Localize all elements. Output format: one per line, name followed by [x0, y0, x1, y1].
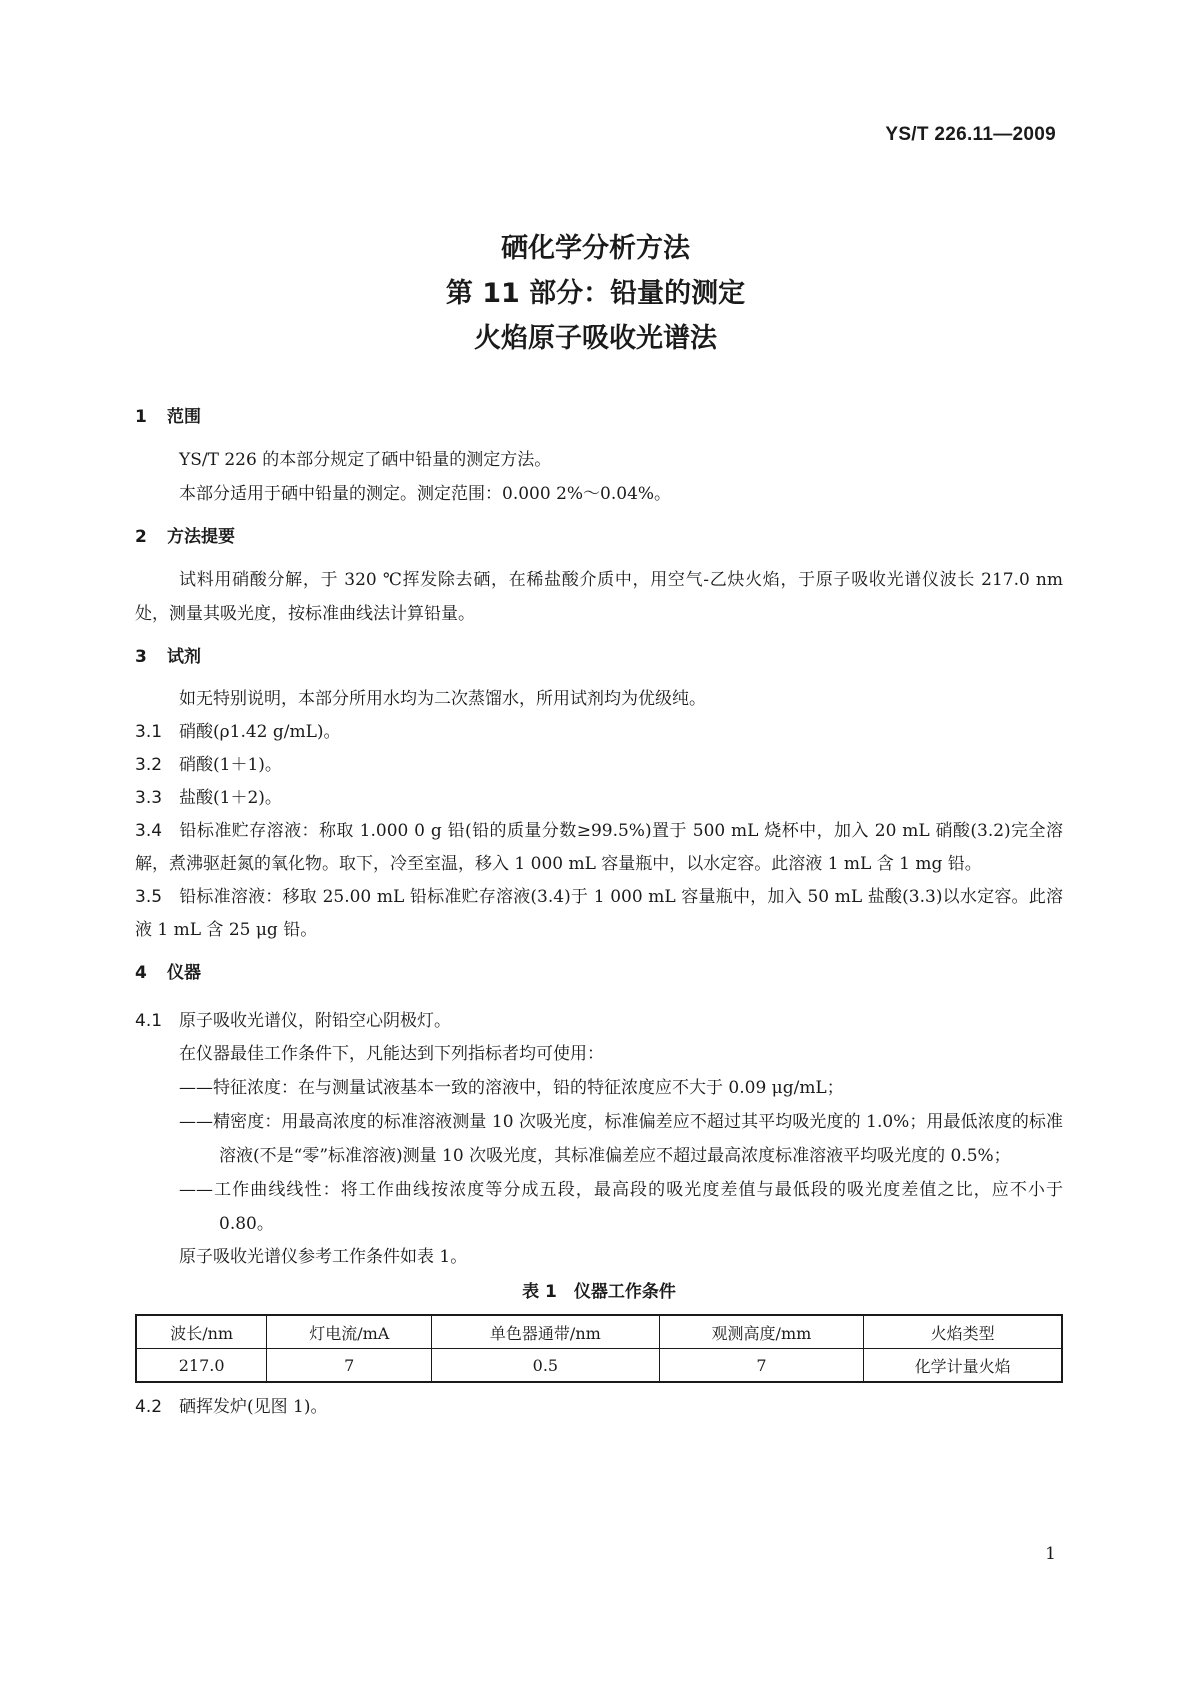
table-cell: 化学计量火焰: [864, 1349, 1062, 1383]
paragraph: 在仪器最佳工作条件下，凡能达到下列指标者均可使用：: [179, 1044, 604, 1064]
title-line-2: 第 11 部分：铅量的测定: [445, 278, 746, 309]
item-number: 4.2: [135, 1397, 163, 1417]
table-caption: 表 1 仪器工作条件: [522, 1282, 676, 1302]
item-number: 3.2: [135, 755, 163, 775]
dash-list-item: ——精密度：用最高浓度的标准溶液测量 10 次吸光度，标准偏差应不超过其平均吸光度的 1.0%；用最低浓度的标准溶液(不是“零”标准溶液)测量 10 次吸光度，其标准偏差应不超过最高浓度标准溶液平均吸光度的 0.5%；: [179, 1112, 1063, 1166]
list-item: [135, 782, 1063, 815]
section-title: 范围: [167, 407, 201, 427]
list-item: [135, 815, 1063, 881]
list-item: [135, 749, 1063, 782]
section-title: 仪器: [167, 963, 201, 983]
item-number: 3.4: [135, 821, 163, 841]
table-header-row: [136, 1315, 1062, 1349]
item-text: 硝酸(1＋1)。: [179, 755, 282, 775]
section-number: 3: [135, 647, 147, 667]
document-title: [0, 226, 1191, 361]
list-item: [135, 881, 1063, 947]
table-header-cell: 火焰类型: [864, 1315, 1062, 1349]
title-line-1: 硒化学分析方法: [501, 233, 690, 264]
paragraph: 原子吸收光谱仪参考工作条件如表 1。: [179, 1247, 468, 1267]
table-cell: 0.5: [432, 1349, 659, 1383]
item-text: 原子吸收光谱仪，附铅空心阴极灯。: [179, 1011, 451, 1031]
table-header-cell: 观测高度/mm: [659, 1315, 864, 1349]
title-line-3: 火焰原子吸收光谱法: [474, 323, 717, 354]
paragraph: YS/T 226 的本部分规定了硒中铅量的测定方法。: [179, 450, 552, 470]
section-number: 2: [135, 527, 147, 547]
item-number: 3.3: [135, 788, 163, 808]
item-text: 硒挥发炉(见图 1)。: [179, 1397, 328, 1417]
item-text: 硝酸(ρ1.42 g/mL)。: [179, 722, 341, 742]
section-4-heading: [135, 959, 1063, 987]
item-number: 3.5: [135, 887, 163, 907]
section-title: 方法提要: [167, 527, 235, 547]
section-title: 试剂: [167, 647, 201, 667]
item-text: 铅标准溶液：移取 25.00 mL 铅标准贮存溶液(3.4)于 1 000 mL 容量瓶中，加入 50 mL 盐酸(3.3)以水定容。此溶液 1 mL 含 25 μg 铅。: [135, 887, 1063, 940]
section-number: 1: [135, 407, 147, 427]
standard-code: YS/T 226.11—2009: [885, 124, 1056, 145]
list-item: [135, 1005, 1063, 1038]
table-cell: 7: [659, 1349, 864, 1383]
instrument-conditions-table: [135, 1314, 1063, 1383]
table-header-cell: 波长/nm: [136, 1315, 267, 1349]
section-3-heading: [135, 643, 1063, 671]
page-number: 1: [1045, 1544, 1056, 1564]
table-header-cell: 灯电流/mA: [267, 1315, 432, 1349]
dash-list-item: ——工作曲线线性：将工作曲线按浓度等分成五段，最高段的吸光度差值与最低段的吸光度差值之比，应不小于 0.80。: [179, 1180, 1063, 1234]
paragraph: 如无特别说明，本部分所用水均为二次蒸馏水，所用试剂均为优级纯。: [179, 689, 706, 709]
item-text: 铅标准贮存溶液：称取 1.000 0 g 铅(铅的质量分数≥99.5%)置于 500 mL 烧杯中，加入 20 mL 硝酸(3.2)完全溶解，煮沸驱赶氮的氧化物。取下，冷至室温，移入 1 000 mL 容量瓶中，以水定容。此溶液 1 mL 含 1 mg 铅。: [135, 821, 1063, 874]
paragraph: 试料用硝酸分解，于 320 ℃挥发除去硒，在稀盐酸介质中，用空气-乙炔火焰，于原子吸收光谱仪波长 217.0 nm 处，测量其吸光度，按标准曲线法计算铅量。: [135, 570, 1063, 624]
document-body: [135, 403, 1063, 1424]
paragraph: 本部分适用于硒中铅量的测定。测定范围：0.000 2%～0.04%。: [179, 484, 672, 504]
dash-list-item: ——特征浓度：在与测量试液基本一致的溶液中，铅的特征浓度应不大于 0.09 μg/mL；: [179, 1078, 844, 1098]
item-text: 盐酸(1＋2)。: [179, 788, 282, 808]
list-item: [135, 716, 1063, 749]
item-number: 3.1: [135, 722, 163, 742]
section-1-heading: [135, 403, 1063, 431]
section-2-heading: [135, 523, 1063, 551]
section-number: 4: [135, 963, 147, 983]
list-item: [135, 1391, 1063, 1424]
table-cell: 217.0: [136, 1349, 267, 1383]
table-cell: 7: [267, 1349, 432, 1383]
table-header-cell: 单色器通带/nm: [432, 1315, 659, 1349]
table-row: [136, 1349, 1062, 1383]
item-number: 4.1: [135, 1011, 163, 1031]
